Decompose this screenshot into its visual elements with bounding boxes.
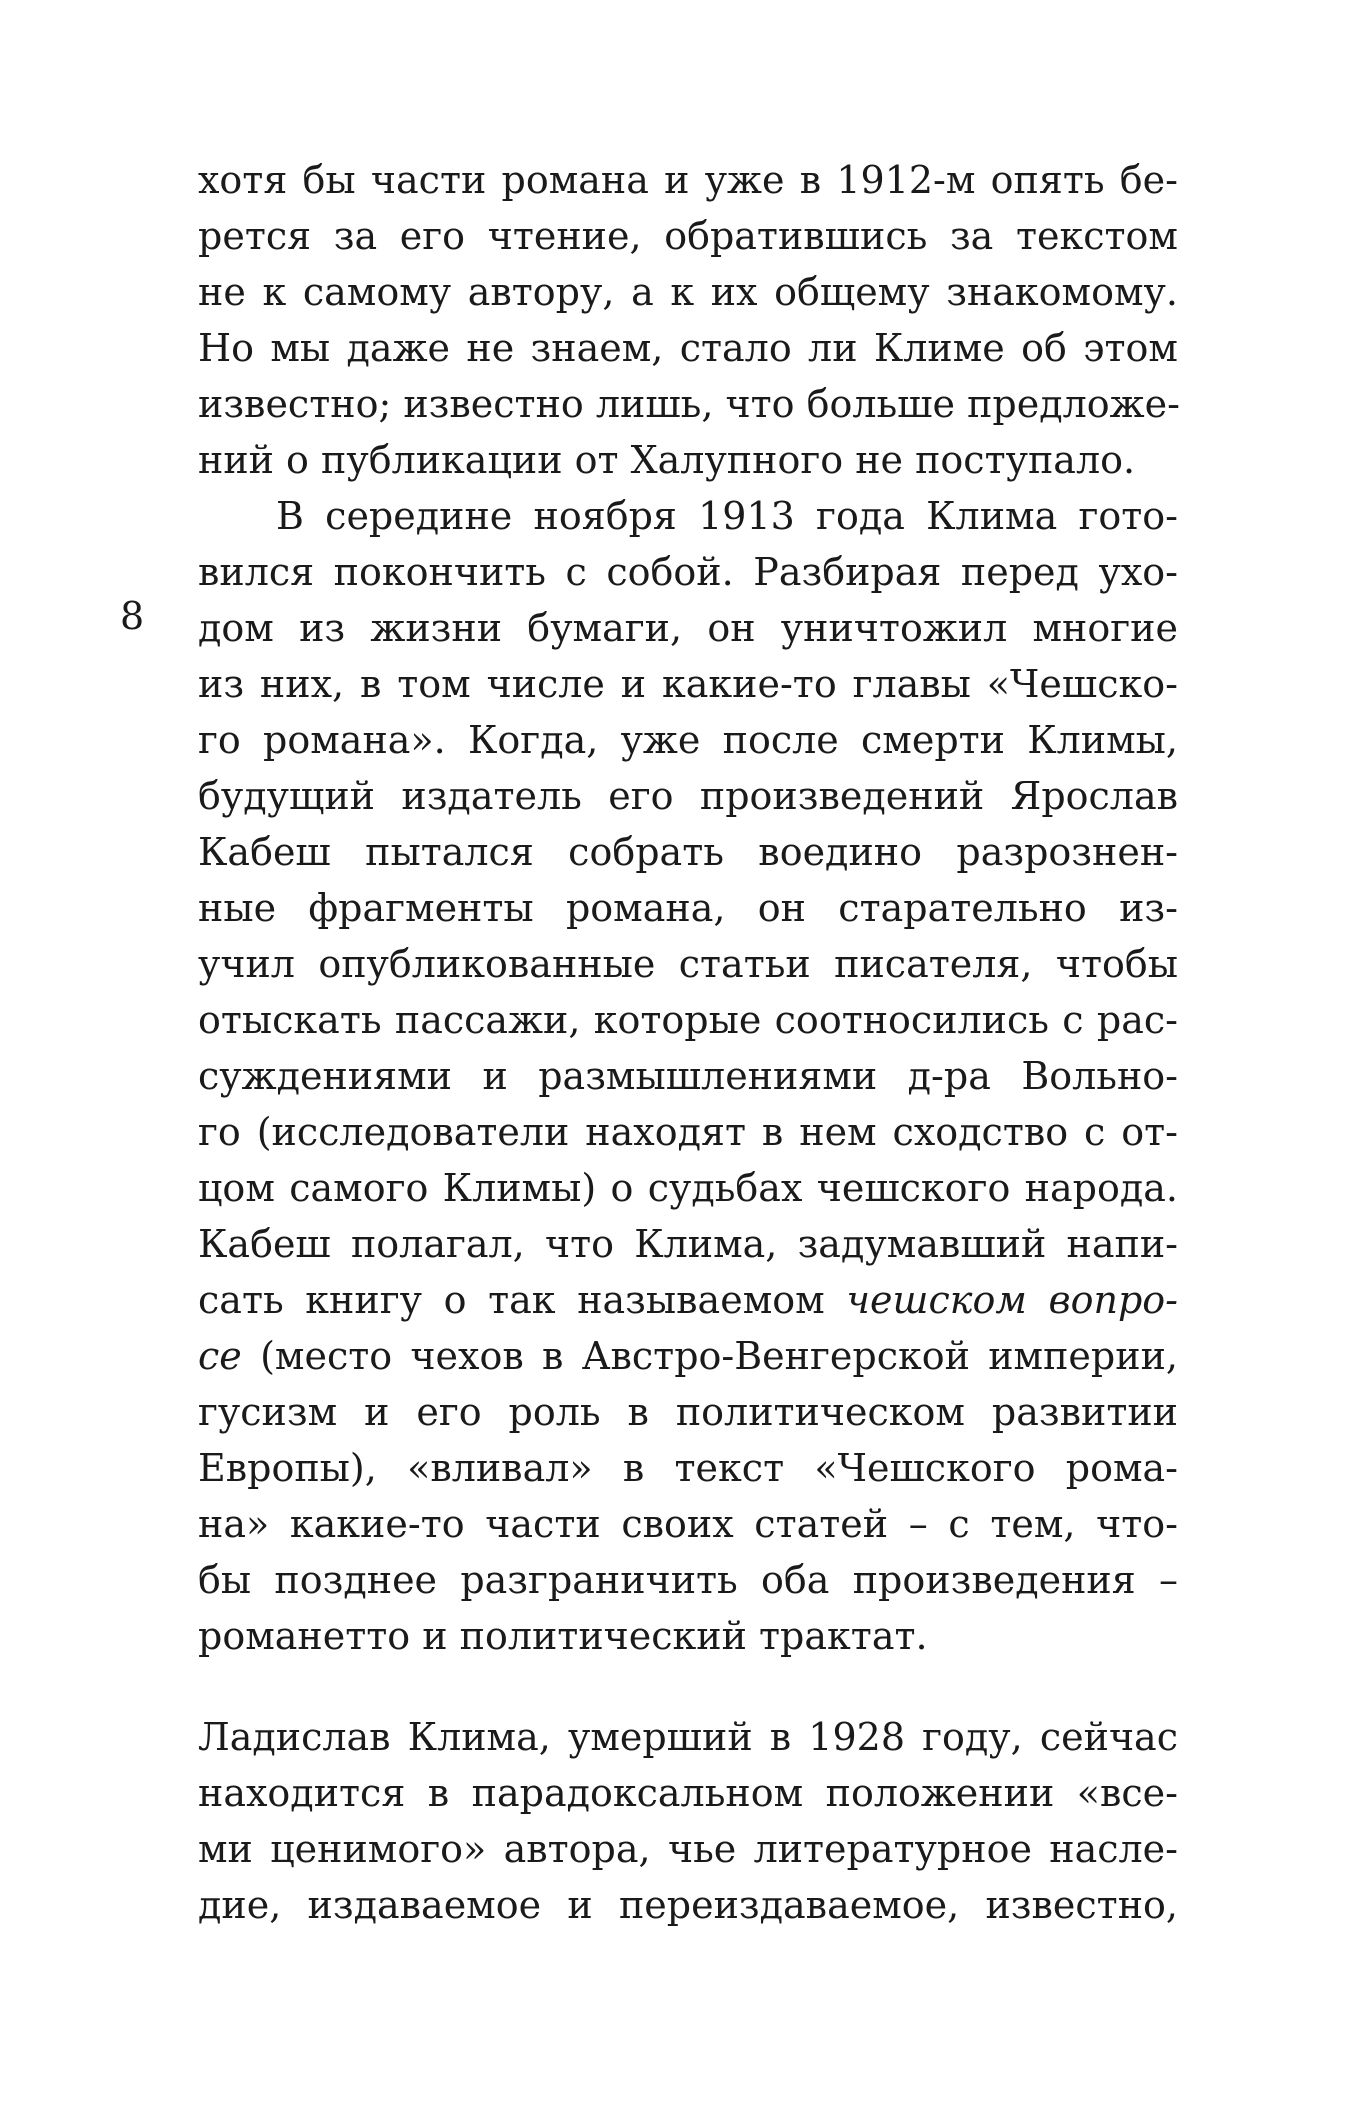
text-line: известно; известно лишь, что больше предложе- <box>198 382 1180 426</box>
text-line: на» какие-то части своих статей – с тем, что- <box>198 1502 1178 1546</box>
italic-term: се <box>198 1334 242 1378</box>
text-line: Ладислав Клима, умерший в 1928 году, сейчас <box>198 1715 1178 1759</box>
paragraph-group-main <box>198 152 1178 1664</box>
text-line: дие, издаваемое и переиздаваемое, известно, <box>198 1883 1178 1927</box>
italic-term: чешском вопро- <box>846 1278 1178 1322</box>
text-line: вился покончить с собой. Разбирая перед ухо- <box>198 550 1178 594</box>
text-line: будущий издатель его произведений Ярослав <box>198 774 1178 818</box>
text-line: Европы), «вливал» в текст «Чешского рома- <box>198 1446 1178 1490</box>
text-line: не к самому автору, а к их общему знакомому. <box>198 270 1178 314</box>
paragraph-group-second <box>198 1709 1178 1933</box>
text-line: рется за его чтение, обратившись за текстом <box>198 214 1178 258</box>
text-line: дом из жизни бумаги, он уничтожил многие <box>198 606 1178 650</box>
text-line: суждениями и размышлениями д-ра Вольно- <box>198 1054 1178 1098</box>
text-line: хотя бы части романа и уже в 1912-м опять бе- <box>198 158 1178 202</box>
text-line: Кабеш пытался собрать воедино разрознен- <box>198 830 1178 874</box>
text-line: го (исследователи находят в нем сходство с от- <box>198 1110 1178 1154</box>
text-line: отыскать пассажи, которые соотносились с рас- <box>198 998 1178 1042</box>
text-line: ний о публикации от Халупного не поступало. <box>198 438 1136 482</box>
text-line: находится в парадоксальном положении «все- <box>198 1771 1178 1815</box>
text-line: ми ценимого» автора, чье литературное насле- <box>198 1827 1178 1871</box>
text-line: Но мы даже не знаем, стало ли Климе об этом <box>198 326 1178 370</box>
text-line: из них, в том числе и какие-то главы «Чешско- <box>198 662 1178 706</box>
text-line: романетто и политический трактат. <box>198 1614 928 1658</box>
text-segment: сать книгу о так называемом <box>198 1278 825 1322</box>
text-line: бы позднее разграничить оба произведения – <box>198 1558 1178 1602</box>
text-segment: (место чехов в Австро-Венгерской империи, <box>260 1334 1178 1378</box>
text-line: Кабеш полагал, что Клима, задумавший напи- <box>198 1222 1178 1266</box>
text-line: цом самого Климы) о судьбах чешского народа. <box>198 1166 1178 1210</box>
text-line: го романа». Когда, уже после смерти Климы, <box>198 718 1178 762</box>
text-line: В середине ноября 1913 года Клима гото- <box>276 494 1178 538</box>
text-line <box>198 1328 1178 1384</box>
page-number: 8 <box>120 594 145 638</box>
text-line: гусизм и его роль в политическом развитии <box>198 1390 1178 1434</box>
text-line <box>198 1272 1178 1328</box>
text-line: учил опубликованные статьи писателя, чтобы <box>198 942 1178 986</box>
text-line: ные фрагменты романа, он старательно из- <box>198 886 1178 930</box>
